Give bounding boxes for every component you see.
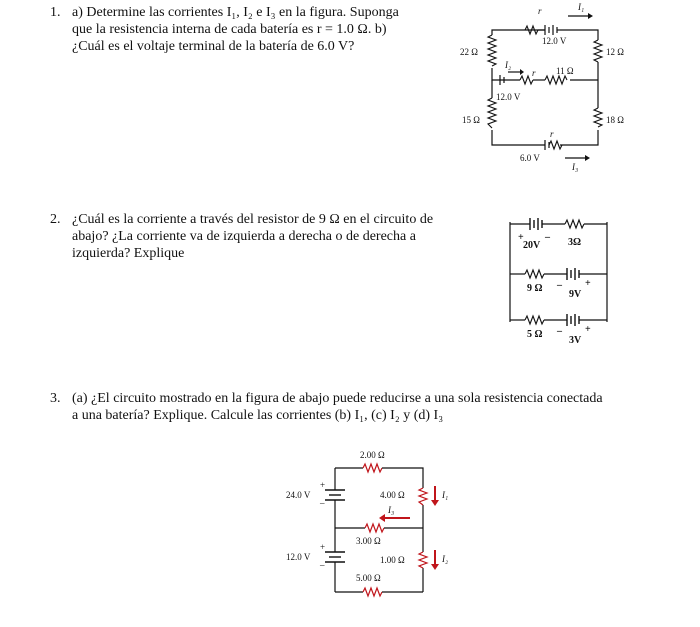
label-v-bot: 6.0 V: [520, 153, 540, 163]
label-r12: 12 Ω: [606, 47, 624, 57]
label-r9: 9 Ω: [527, 283, 543, 294]
label-i2: I₂: [442, 554, 449, 564]
problem-line: ¿Cuál es la corriente a través del resistor de 9 Ω en el circuito de: [72, 212, 434, 227]
label-r15: 15 Ω: [462, 115, 480, 125]
problem-line: ¿Cuál es el voltaje terminal de la batería de 6.0 V?: [72, 39, 355, 54]
label-plus-3v: +: [585, 324, 591, 335]
label-plus-20v: +: [518, 232, 524, 243]
label-v-mid: 12.0 V: [496, 92, 521, 102]
label-r-bot: r: [550, 129, 554, 139]
label-r3: 3.00 Ω: [356, 536, 381, 546]
label-r-mid: r: [532, 68, 536, 78]
label-v20: 20V: [523, 240, 541, 251]
problem-text: [72, 390, 650, 424]
problem-line: a una batería? Explique. Calcule las corrientes (b) I₁, (c) I₂ y (d) I₃: [72, 408, 444, 423]
label-plus-24v: +: [320, 480, 326, 490]
label-minus-24v: –: [320, 498, 325, 508]
label-i2: I₂: [505, 60, 512, 70]
label-minus-12v: –: [320, 560, 325, 570]
label-r2: 2.00 Ω: [360, 450, 385, 460]
circuit-2-diagram: [505, 210, 620, 350]
label-i3: I₃: [388, 505, 395, 515]
label-r-top: r: [538, 6, 542, 16]
problem-number: 1.: [50, 5, 61, 20]
label-i3: I₃: [572, 162, 579, 172]
problem-number: 2.: [50, 212, 61, 227]
problem-number: 3.: [50, 391, 61, 406]
label-v9: 9V: [569, 289, 582, 300]
label-r4: 4.00 Ω: [380, 490, 405, 500]
problem-line: (a) ¿El circuito mostrado en la figura de abajo puede reducirse a una sola resistencia conectada: [72, 391, 603, 406]
label-r22: 22 Ω: [460, 47, 478, 57]
label-plus-12v: +: [320, 542, 326, 552]
circuit-1-diagram: [450, 0, 650, 175]
label-v-top: 12.0 V: [542, 36, 567, 46]
label-v3: 3V: [569, 335, 582, 346]
label-r11: 11 Ω: [556, 66, 574, 76]
problem-text: [72, 211, 490, 262]
problem-line: izquierda? Explique: [72, 246, 185, 261]
label-plus-9v: +: [585, 278, 591, 289]
circuit-3-diagram: [280, 440, 460, 605]
label-r18: 18 Ω: [606, 115, 624, 125]
problem-line: abajo? ¿La corriente va de izquierda a derecha o de derecha a: [72, 229, 416, 244]
problem-text: [72, 4, 442, 55]
label-minus-3v: –: [557, 326, 562, 337]
label-v24: 24.0 V: [286, 490, 311, 500]
label-v12: 12.0 V: [286, 552, 311, 562]
label-r5: 5 Ω: [527, 329, 543, 340]
label-i1: I₁: [442, 490, 449, 500]
label-minus-20v: –: [545, 232, 550, 243]
label-r1: 1.00 Ω: [380, 555, 405, 565]
problem-line: que la resistencia interna de cada batería es r = 1.0 Ω. b): [72, 22, 387, 37]
label-minus-9v: –: [557, 280, 562, 291]
label-r5: 5.00 Ω: [356, 573, 381, 583]
label-i1: I₁: [578, 2, 585, 12]
label-r3: 3Ω: [568, 237, 582, 248]
problem-line: a) Determine las corrientes I₁, I₂ e I₃ en la figura. Suponga: [72, 5, 399, 20]
